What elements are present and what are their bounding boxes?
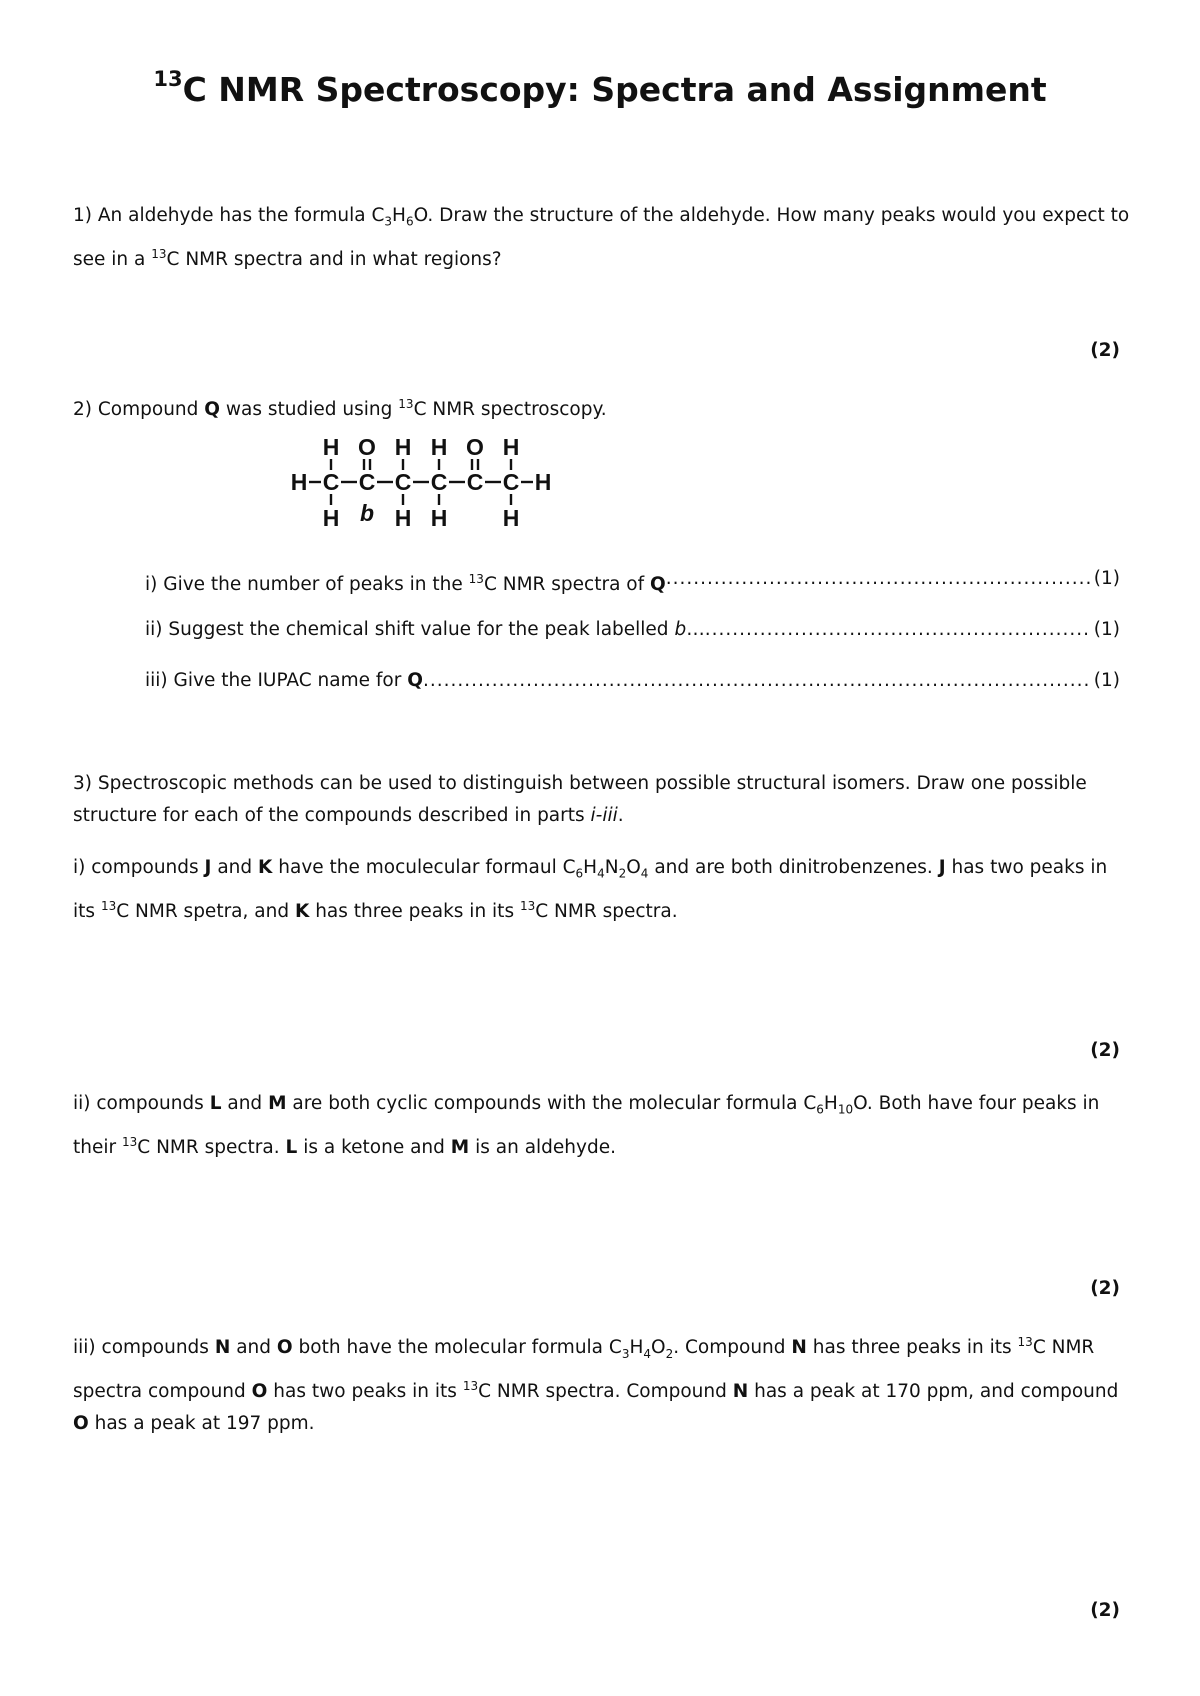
atom-c: C xyxy=(430,469,448,495)
question-number: 1) xyxy=(73,205,92,226)
atom-h: H xyxy=(502,505,520,531)
question-2-i: i) Give the number of peaks in the $^{13}$C NMR spectra of Q ..... (1) xyxy=(145,565,1120,599)
question-3-intro: 3) Spectroscopic methods can be used to distinguish between possible structural isomers. Draw one possible structure for each of the compounds described in parts i-iii. xyxy=(73,773,1087,826)
atom-h: H xyxy=(322,438,340,460)
answer-line[interactable] xyxy=(423,667,1090,695)
question-2: 2) Compound Q was studied using $^{13}$C NMR spectroscopy. xyxy=(73,397,607,421)
question-2-iii: iii) Give the IUPAC name for Q ..... (1) xyxy=(145,667,1120,695)
title-superscript: 13 xyxy=(153,67,183,91)
marks-q3-ii: (2) xyxy=(1090,1278,1120,1299)
atom-h: H xyxy=(534,469,552,495)
atom-c: C xyxy=(394,469,412,495)
atom-h: H xyxy=(430,438,448,460)
answer-line[interactable] xyxy=(705,616,1090,644)
structural-formula-q xyxy=(290,438,590,538)
atom-c: C xyxy=(322,469,340,495)
atom-h: H xyxy=(430,505,448,531)
atom-h: H xyxy=(322,505,340,531)
marks-q3-iii: (2) xyxy=(1090,1600,1120,1621)
marks: (1) xyxy=(1093,619,1120,640)
atom-o: O xyxy=(466,438,484,460)
atom-c: C xyxy=(466,469,484,495)
page-title xyxy=(0,67,1200,109)
atom-h: H xyxy=(290,469,308,495)
answer-line[interactable] xyxy=(666,565,1090,599)
atom-o: O xyxy=(358,438,376,460)
question-3-i: i) compounds J and K have the moculecular formaul $C_6H_4N_2O_4$ and are both dinitrobenzenes. J has two peaks in its $^{13}$C NMR spetra, and K has three peaks in its $^{13}$C NMR spectra. xyxy=(73,857,1108,922)
marks: (1) xyxy=(1093,568,1120,589)
atom-c: C xyxy=(358,469,376,495)
marks: (1) xyxy=(1093,670,1120,691)
atom-c: C xyxy=(502,469,520,495)
question-2-ii: ii) Suggest the chemical shift value for the peak labelled b… ..... (1) xyxy=(145,616,1120,644)
title-text: C NMR Spectroscopy: Spectra and Assignment xyxy=(182,70,1047,109)
question-3-ii: ii) compounds L and M are both cyclic compounds with the molecular formula $C_6H_{10}O$. Both have four peaks in their $^{13}$C NMR spectra. L is a ketone and M is an aldehyde. xyxy=(73,1093,1100,1158)
atom-h: H xyxy=(394,505,412,531)
carbon-label-b: b xyxy=(359,500,375,526)
atom-h: H xyxy=(394,438,412,460)
question-3-iii: iii) compounds N and O both have the molecular formula $C_3H_4O_2$. Compound N has three peaks in its $^{13}$C NMR spectra compound O has two peaks in its $^{13}$C NMR spectra. Compound N has a peak at 170 ppm, and compound O has a peak at 197 ppm. xyxy=(73,1335,1119,1434)
marks-q3-i: (2) xyxy=(1090,1040,1120,1061)
question-1: 1) An aldehyde has the formula $C_3H_6O$. Draw the structure of the aldehyde. How many peaks would you expect to see in a $^{13}$C NMR spectra and in what regions? xyxy=(73,205,1130,270)
marks-q1: (2) xyxy=(1090,340,1120,361)
atom-h: H xyxy=(502,438,520,460)
